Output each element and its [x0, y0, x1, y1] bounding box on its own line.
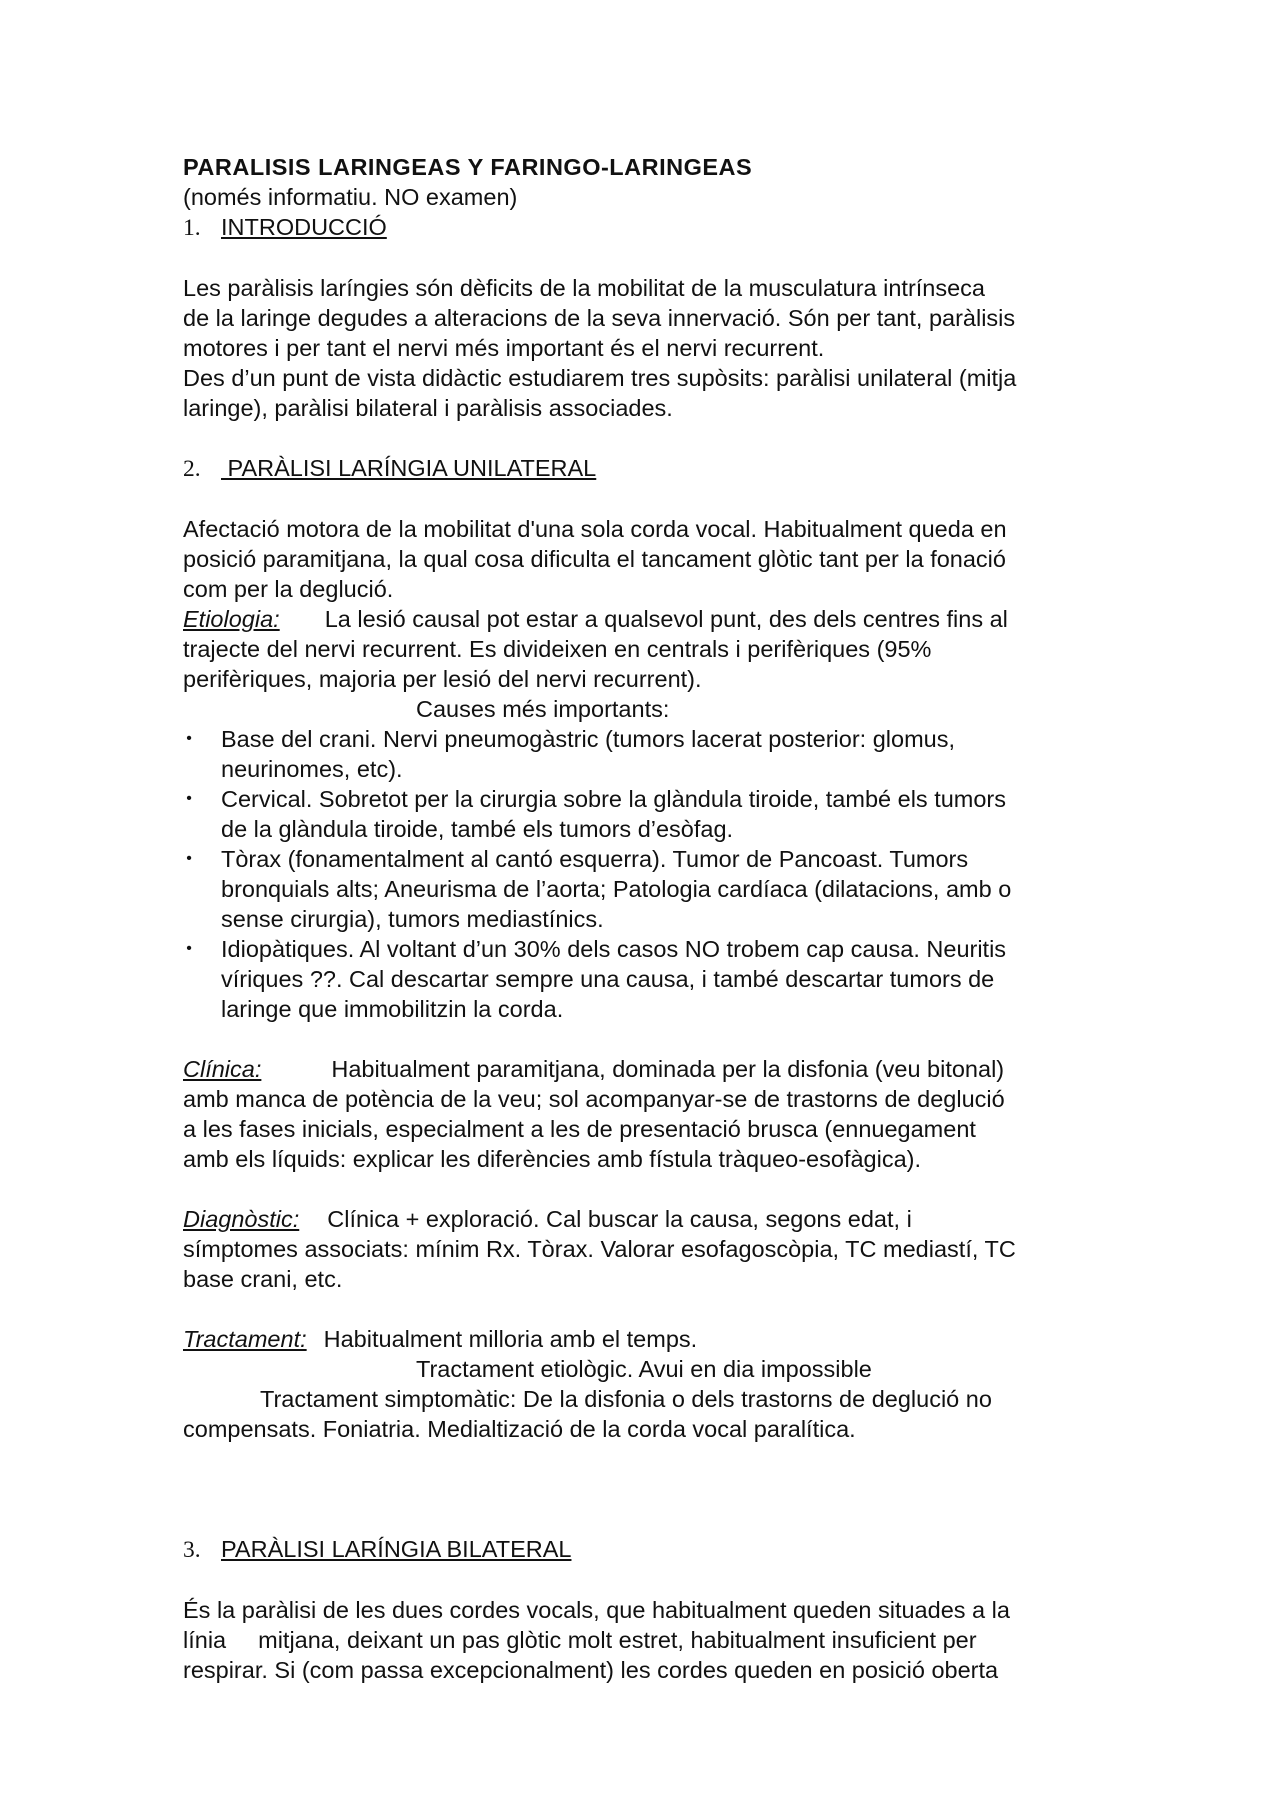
- list-item-line: sense cirurgia), tumors mediastínics.: [221, 906, 604, 932]
- paragraph-line: laringe), paràlisi bilateral i paràlisis associades.: [183, 395, 673, 421]
- tractament-text: Habitualment milloria amb el temps.: [323, 1326, 698, 1352]
- paragraph-word: línia: [183, 1627, 227, 1653]
- etiologia-label: Etiologia:: [183, 606, 280, 632]
- etiologia-block: [183, 604, 1103, 1024]
- diagnostic-label: Diagnòstic:: [183, 1206, 300, 1232]
- section-1-heading: [183, 212, 1103, 243]
- list-item: [183, 934, 1103, 1024]
- paragraph-text: mitjana, deixant un pas glòtic molt estret, habitualment insuficient per: [258, 1627, 977, 1653]
- etiologia-text: La lesió causal pot estar a qualsevol punt, des dels centres fins al: [324, 606, 1008, 632]
- paragraph-line: de la laringe degudes a alteracions de la seva innervació. Són per tant, paràlisis: [183, 305, 1016, 331]
- section-2-intro: [183, 514, 1103, 604]
- paragraph-line: amb manca de potència de la veu; sol acompanyar-se de trastorns de deglució: [183, 1086, 1005, 1112]
- paragraph-line: compensats. Foniatria. Medialtizació de la corda vocal paralítica.: [183, 1416, 856, 1442]
- paragraph-line: base crani, etc.: [183, 1266, 343, 1292]
- section-3-title: PARÀLISI LARÍNGIA BILATERAL: [221, 1536, 572, 1562]
- paragraph-line: respirar. Si (com passa excepcionalment) les cordes queden en posició oberta: [183, 1657, 999, 1683]
- list-item-line: bronquials alts; Aneurisma de l’aorta; Patologia cardíaca (dilatacions, amb o: [221, 876, 1012, 902]
- list-item-line: laringe que immobilitzin la corda.: [221, 996, 564, 1022]
- paragraph-line: posició paramitjana, la qual cosa dificulta el tancament glòtic tant per la fonació: [183, 546, 1006, 572]
- section-2-heading: [183, 453, 1103, 484]
- paragraph-line: motores i per tant el nervi més important és el nervi recurrent.: [183, 335, 825, 361]
- list-item-line: víriques ??. Cal descartar sempre una causa, i també descartar tumors de: [221, 966, 995, 992]
- paragraph-line: amb els líquids: explicar les diferències amb fístula tràqueo-esofàgica).: [183, 1146, 922, 1172]
- clinica-first-line: [183, 1054, 1103, 1084]
- list-item-line: Idiopàtiques. Al voltant d’un 30% dels casos NO trobem cap causa. Neuritis: [221, 936, 1007, 962]
- causes-title: Causes més importants:: [416, 696, 670, 722]
- section-3-number: 3.: [183, 1537, 201, 1563]
- clinica-text: Habitualment paramitjana, dominada per la disfonia (veu bitonal): [331, 1056, 1005, 1082]
- tractament-first-line: [183, 1324, 1103, 1354]
- causes-list: [183, 724, 1103, 1024]
- clinica-block: [183, 1054, 1103, 1174]
- bullet-icon: •: [186, 730, 192, 747]
- tractament-simptomatic: Tractament simptomàtic: De la disfonia o dels trastorns de deglució no: [260, 1386, 992, 1412]
- list-item: [183, 844, 1103, 934]
- paragraph-line: com per la deglució.: [183, 576, 394, 602]
- tractament-etiologic: Tractament etiològic. Avui en dia impossible: [416, 1356, 872, 1382]
- paragraph-line: a les fases inicials, especialment a les de presentació brusca (ennuegament: [183, 1116, 976, 1142]
- section-1-title: INTRODUCCIÓ: [221, 214, 387, 240]
- paragraph-line: perifèriques, majoria per lesió del nervi recurrent).: [183, 666, 702, 692]
- list-item-line: Tòrax (fonamentalment al cantó esquerra). Tumor de Pancoast. Tumors: [221, 846, 969, 872]
- paragraph-line: Afectació motora de la mobilitat d'una sola corda vocal. Habitualment queda en: [183, 516, 1007, 542]
- diagnostic-block: [183, 1204, 1103, 1294]
- diagnostic-first-line: [183, 1204, 1103, 1234]
- list-item-line: Cervical. Sobretot per la cirurgia sobre la glàndula tiroide, també els tumors: [221, 786, 1007, 812]
- bullet-icon: •: [186, 850, 192, 867]
- paragraph-line: [183, 1625, 1103, 1655]
- section-3-paragraph: [183, 1595, 1103, 1685]
- list-item-line: de la glàndula tiroide, també els tumors d’esòfag.: [221, 816, 734, 842]
- list-item: [183, 724, 1103, 784]
- section-2-title: PARÀLISI LARÍNGIA UNILATERAL: [221, 455, 597, 481]
- section-1-paragraph: [183, 273, 1103, 423]
- paragraph-line: Les paràlisis laríngies són dèficits de la mobilitat de la musculatura intrínseca: [183, 275, 986, 301]
- section-1-number: 1.: [183, 215, 201, 241]
- etiologia-first-line: [183, 604, 1103, 634]
- list-item-line: Base del crani. Nervi pneumogàstric (tumors lacerat posterior: glomus,: [221, 726, 956, 752]
- tractament-label: Tractament:: [183, 1326, 307, 1352]
- document-title: PARALISIS LARINGEAS Y FARINGO-LARINGEAS: [183, 154, 753, 180]
- clinica-label: Clínica:: [183, 1056, 262, 1082]
- bullet-icon: •: [186, 790, 192, 807]
- section-3-heading: [183, 1534, 1103, 1565]
- paragraph-line: És la paràlisi de les dues cordes vocals, que habitualment queden situades a la: [183, 1597, 1010, 1623]
- paragraph-line: Des d’un punt de vista didàctic estudiarem tres supòsits: paràlisi unilateral (mitja: [183, 365, 1017, 391]
- document-subtitle: (només informatiu. NO examen): [183, 184, 518, 210]
- paragraph-line: símptomes associats: mínim Rx. Tòrax. Valorar esofagoscòpia, TC mediastí, TC: [183, 1236, 1016, 1262]
- list-item: [183, 784, 1103, 844]
- tractament-block: [183, 1324, 1103, 1444]
- diagnostic-text: Clínica + exploració. Cal buscar la causa, segons edat, i: [327, 1206, 912, 1232]
- section-2-number: 2.: [183, 456, 201, 482]
- paragraph-line: trajecte del nervi recurrent. Es divideixen en centrals i perifèriques (95%: [183, 636, 932, 662]
- document-page: [183, 152, 1103, 1685]
- list-item-line: neurinomes, etc).: [221, 756, 403, 782]
- bullet-icon: •: [186, 940, 192, 957]
